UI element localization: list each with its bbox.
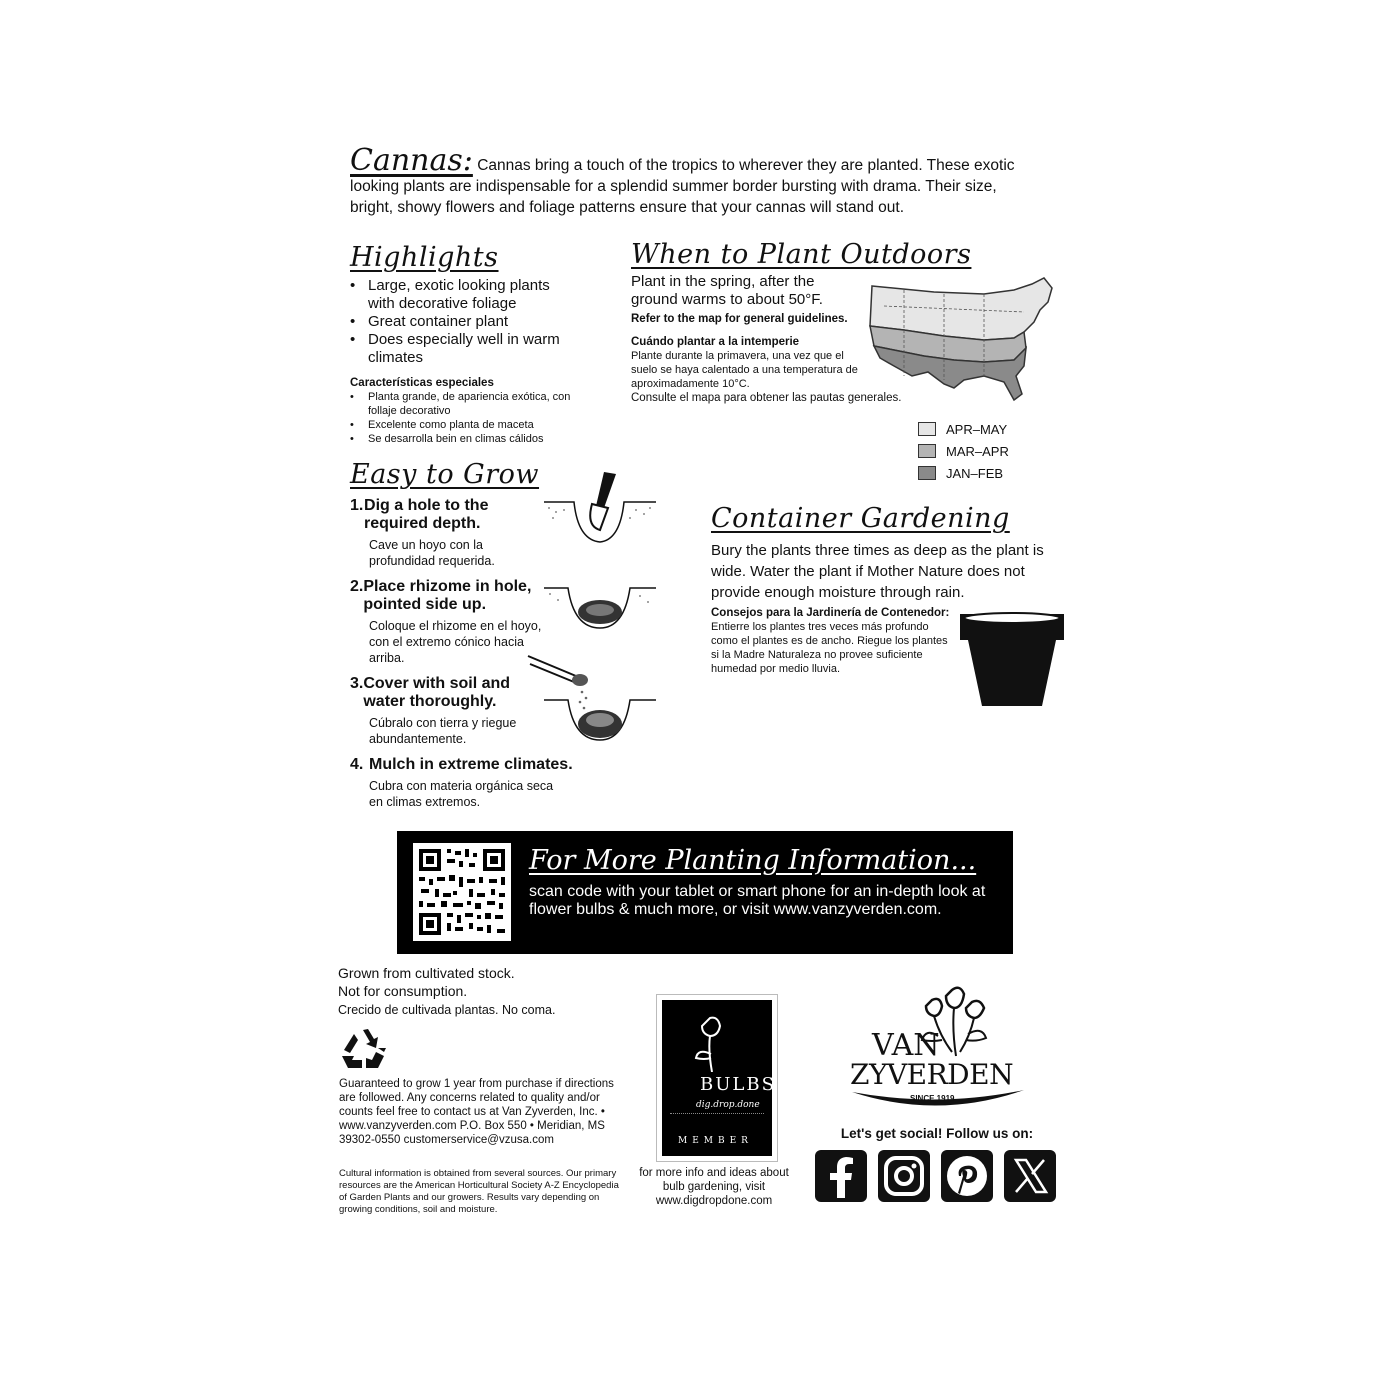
grown-es: Crecido de cultivada plantas. No coma. xyxy=(338,1003,556,1017)
banner-text: scan code with your tablet or smart phone for an in-depth look at flower bulbs & much more, or visit www.vanzyverden.com. xyxy=(529,883,986,918)
legend-label: MAR–APR xyxy=(946,443,1009,459)
guarantee-text: Guaranteed to grow 1 year from purchase if directions are followed. Any concerns related to quality and/or counts feel free to contact us at Van Zyverden, Inc. • www.vanzyverden.com P.O. Box 550 • Meridian, MS 39302-0550 customerservice@vzusa.com xyxy=(339,1078,614,1146)
highlight-item: • Does especially well in warm climates xyxy=(350,331,580,367)
bulbs-word: BULBS xyxy=(700,1074,776,1095)
highlights-es-list xyxy=(350,390,580,446)
x-icon[interactable] xyxy=(1004,1150,1056,1202)
step-es: Cubra con materia orgánica seca en climas extremos. xyxy=(369,779,554,809)
container-es-section xyxy=(711,606,951,676)
when-text: Plant in the spring, after the ground warms to about 50°F. xyxy=(631,273,823,308)
rhizome-hole-illustration xyxy=(544,572,659,632)
bulbs-member: MEMBER xyxy=(678,1136,753,1146)
social-links xyxy=(815,1150,1056,1202)
legend-label: APR–MAY xyxy=(946,421,1008,437)
flower-pot-icon xyxy=(958,610,1068,710)
grown-line-2: Not for consumption. xyxy=(338,983,468,999)
legend-item xyxy=(918,418,1009,440)
tulip-icon xyxy=(692,1014,732,1072)
qr-code[interactable] xyxy=(413,843,511,941)
banner-title: For More Planting Information... xyxy=(529,845,977,876)
facebook-icon[interactable] xyxy=(815,1150,867,1202)
step-number: 1. xyxy=(350,497,364,514)
when-es-note: Consulte el mapa para obtener las pautas generales. xyxy=(631,392,902,404)
brand-since: SINCE 1919 xyxy=(910,1094,955,1103)
highlight-item: • Large, exotic looking plants with decorative foliage xyxy=(350,277,580,313)
highlights-title: Highlights xyxy=(350,242,499,273)
step-es: Cúbralo con tierra y riegue abundantemente. xyxy=(369,716,517,746)
intro-title: Cannas: xyxy=(350,143,473,178)
pinterest-icon[interactable] xyxy=(941,1150,993,1202)
legend-swatch xyxy=(918,422,936,436)
highlights-list xyxy=(350,277,580,367)
us-zone-map xyxy=(864,276,1059,406)
when-es-title: Cuándo plantar a la intemperie xyxy=(631,336,800,348)
step-text: Cover with soil and water thoroughly. xyxy=(363,675,511,710)
info-banner xyxy=(397,831,1013,954)
instagram-icon[interactable] xyxy=(878,1150,930,1202)
when-title: When to Plant Outdoors xyxy=(631,239,972,270)
highlight-item: • Great container plant xyxy=(350,313,580,331)
qr-code-icon xyxy=(413,843,511,941)
step-number: 2. xyxy=(350,578,364,595)
brand-line-1: VAN xyxy=(872,1028,940,1063)
step-text: Place rhizome in hole, pointed side up. xyxy=(363,578,532,613)
highlight-es-item: • Planta grande, de apariencia exótica, con follaje decorativo xyxy=(350,390,580,418)
container-section xyxy=(711,504,1056,603)
bulbs-tagline: dig.drop.done xyxy=(696,1100,760,1110)
social-text: Let's get social! Follow us on: xyxy=(840,1126,1034,1141)
step-es: Cave un hoyo con la profundidad requerida. xyxy=(369,538,495,568)
grow-step xyxy=(350,675,545,747)
container-es-text: Entierre los plantes tres veces más profundo como el plantes es de ancho. Riegue los plantes si la Madre Naturaleza no provee suficiente humedad por medio lluvia. xyxy=(711,621,948,675)
footer-left xyxy=(338,964,628,1019)
step-text: Dig a hole to the required depth. xyxy=(364,497,489,532)
container-es-title: Consejos para la Jardinería de Contenedor: xyxy=(711,607,950,619)
when-section xyxy=(631,239,972,405)
intro-section xyxy=(350,143,1040,218)
container-title: Container Gardening xyxy=(711,503,1010,534)
intro-text: Cannas bring a touch of the tropics to wherever they are planted. These exotic looking plants are indispensable for a splendid summer border bursting with drama. Their size, bright, showy flowers and foliage patterns ensure that your cannas will stand out. xyxy=(350,157,1015,216)
step-es: Coloque el rhizome en el hoyo, con el extremo cónico hacia arriba. xyxy=(369,619,542,665)
brand-line-2: ZYVERDEN xyxy=(850,1058,1014,1091)
highlights-es-title: Características especiales xyxy=(350,377,494,389)
step-text: Mulch in extreme climates. xyxy=(369,756,573,773)
trowel-dig-illustration xyxy=(544,466,659,548)
recycle-icon xyxy=(340,1028,386,1070)
brand-logo[interactable] xyxy=(848,1028,1028,1112)
step-number: 4. xyxy=(350,756,364,773)
container-text: Bury the plants three times as deep as the plant is wide. Water the plant if Mother Nature does not provide enough moisture through rain. xyxy=(711,542,1044,601)
grow-step xyxy=(350,578,545,666)
map-legend xyxy=(918,418,1009,484)
highlight-es-item: • Excelente como planta de maceta xyxy=(350,418,580,432)
step-number: 3. xyxy=(350,675,364,692)
legend-swatch xyxy=(918,466,936,480)
highlights-section xyxy=(350,243,580,446)
legend-swatch xyxy=(918,444,936,458)
cultural-text: Cultural information is obtained from several sources. Our primary resources are the American Horticultural Society A-Z Encyclopedia of Garden Plants and our growers. Results vary depending on growing conditions, soil and moisture. xyxy=(339,1168,619,1215)
when-note: Refer to the map for general guidelines. xyxy=(631,313,848,325)
grown-line-1: Grown from cultivated stock. xyxy=(338,965,515,981)
legend-item xyxy=(918,440,1009,462)
grow-step xyxy=(350,756,590,810)
water-cover-illustration xyxy=(524,650,659,746)
bulbs-caption: for more info and ideas about bulb gardening, visit www.digdropdone.com xyxy=(639,1167,789,1207)
legend-label: JAN–FEB xyxy=(946,465,1004,481)
grow-title: Easy to Grow xyxy=(350,459,540,490)
highlight-es-item: • Se desarrolla bein en climas cálidos xyxy=(350,432,580,446)
when-es-text: Plante durante la primavera, una vez que el suelo se haya calentado a una temperatura de aproximadamente 10°C. xyxy=(631,350,858,390)
bulbs-member-logo[interactable] xyxy=(656,994,778,1162)
grow-step xyxy=(350,497,545,569)
legend-item xyxy=(918,462,1009,484)
